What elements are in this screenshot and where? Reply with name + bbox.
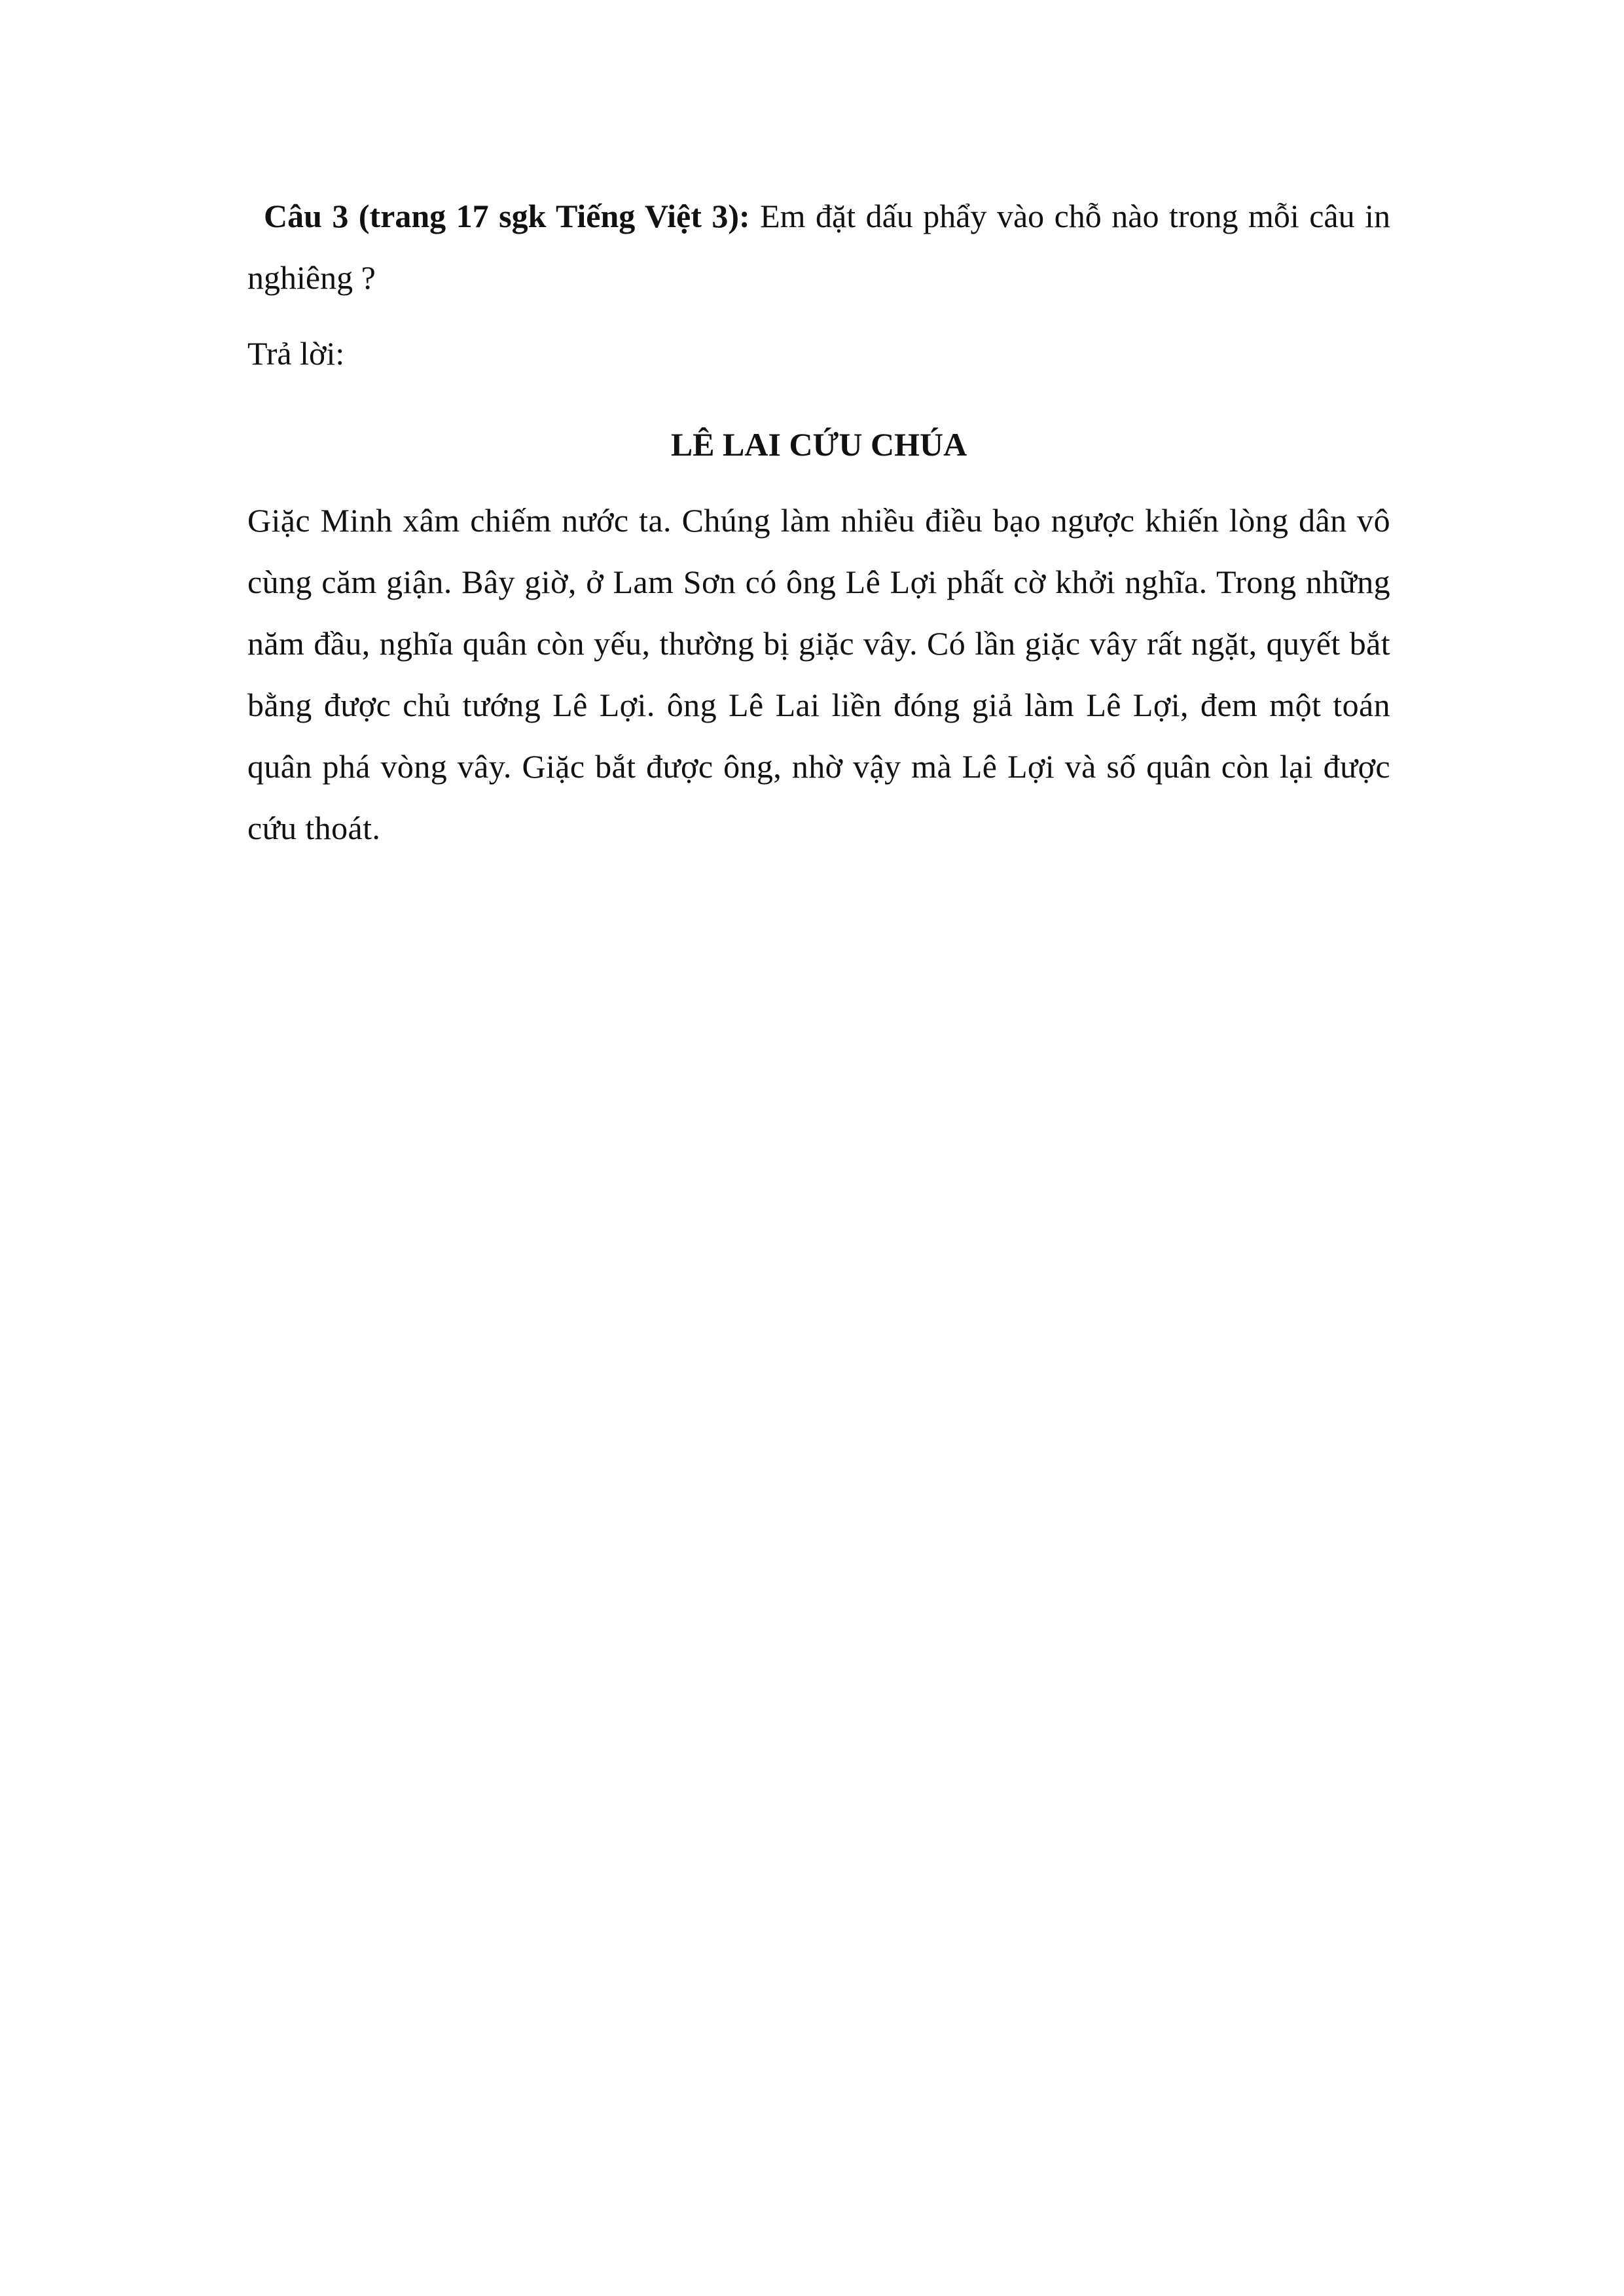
document-content — [247, 185, 1390, 859]
answer-label: Trả lời: — [247, 335, 345, 372]
story-title: LÊ LAI CỨU CHÚA — [670, 426, 967, 463]
question-paragraph — [247, 185, 1390, 308]
story-body: Giặc Minh xâm chiếm nước ta. Chúng làm nhiều điều bạo ngược khiến lòng dân vô cùng căm giận. Bây giờ, ở Lam Sơn có ông Lê Lợi phất cờ khởi nghĩa. Trong những năm đầu, nghĩa quân còn yếu, thường bị giặc vây. Có lần giặc vây rất ngặt, quyết bắt bằng được chủ tướng Lê Lợi. ông Lê Lai liền đóng giả làm Lê Lợi, đem một toán quân phá vòng vây. Giặc bắt được ông, nhờ vậy mà Lê Lợi và số quân còn lại được cứu thoát. — [247, 502, 1390, 846]
question-heading: Câu 3 (trang 17 sgk Tiếng Việt 3): — [264, 198, 750, 234]
question-text: Em đặt dấu phẩy vào chỗ nào trong mỗi câu in nghiêng ? — [247, 198, 1390, 296]
